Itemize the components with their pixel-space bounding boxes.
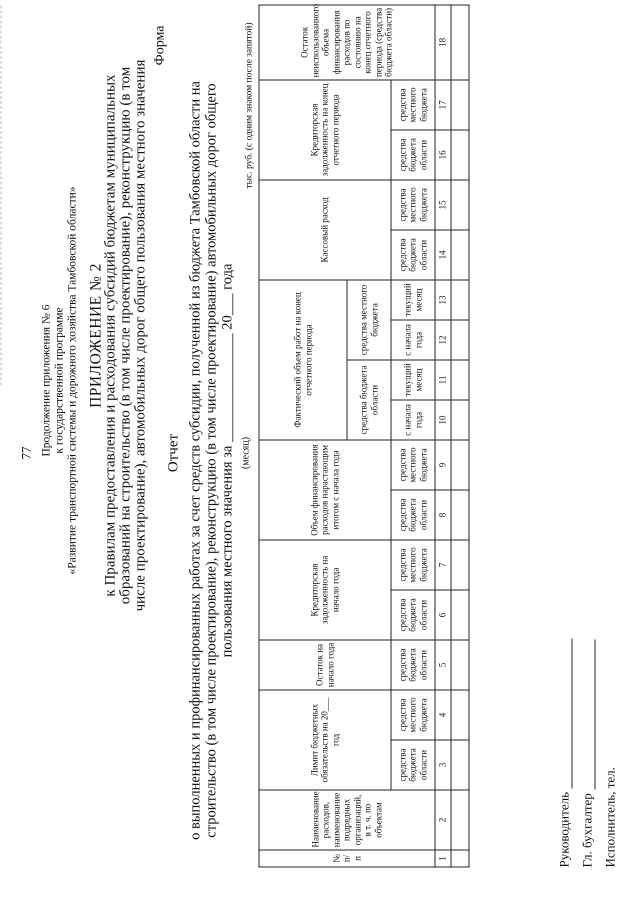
col-number: 8: [435, 489, 451, 539]
table-cell: [451, 439, 469, 489]
column-number-row: [435, 4, 451, 866]
table-cell: [451, 689, 469, 739]
signature-head-line: [571, 638, 572, 788]
continuation-note: [40, 150, 79, 610]
header-name: Наименование расходов, наименование подрядных организаций, в т. ч. по объектам: [259, 790, 435, 850]
table-cell: [451, 589, 469, 639]
sub-limit-local: средства местного бюджета: [391, 689, 435, 739]
header-credit-start: Кредиторская задолженность на начало года: [259, 539, 391, 639]
table-cell: [451, 229, 469, 279]
sub-cash-region: средства бюджета области: [391, 229, 435, 279]
col-number: 15: [435, 179, 451, 229]
signature-accountant-label: Гл. бухгалтер: [579, 792, 594, 867]
col-number: 13: [435, 279, 451, 319]
appendix-title: ПРИЛОЖЕНИЕ № 2: [87, 262, 104, 408]
col-number: 17: [435, 79, 451, 129]
sub-finance-local: средства местного бюджета: [391, 439, 435, 489]
col-number: 4: [435, 689, 451, 739]
col-number: 7: [435, 539, 451, 589]
col-number: 18: [435, 4, 451, 79]
col-number: 3: [435, 740, 451, 790]
table-cell: [451, 539, 469, 589]
sub-finance-region: средства бюджета области: [391, 489, 435, 539]
sub-cash-local: средства местного бюджета: [391, 179, 435, 229]
page-number: 77: [18, 446, 33, 459]
table-cell: [451, 79, 469, 129]
sub-rest-start-region: средства бюджета области: [391, 639, 435, 689]
header-limit: Лимит бюджетных обязательств на 20___ год: [259, 689, 391, 789]
col-number: 16: [435, 129, 451, 179]
header-cash: Кассовый расход: [259, 179, 391, 279]
sub-actual-region-month: текущий месяц: [391, 359, 435, 399]
report-heading-line-3: пользования местного значения за _______________ 20___ года: [219, 263, 235, 657]
sub-credit-end-local: средства местного бюджета: [391, 79, 435, 129]
table-cell: [451, 4, 469, 79]
units-caption: тыс. руб. (с одним знаком после запятой): [244, 22, 254, 189]
table-cell: [451, 399, 469, 439]
report-heading: [187, 65, 235, 855]
col-number: 1: [435, 850, 451, 867]
signature-head: [556, 638, 572, 867]
signature-executor: [602, 767, 618, 867]
table-cell: [451, 279, 469, 319]
header-credit-end: Кредиторская задолженность на конец отчетного периода: [259, 79, 391, 179]
month-caption: (месяц): [240, 436, 251, 469]
table-cell: [451, 129, 469, 179]
table-cell: [451, 319, 469, 359]
table-cell: [451, 489, 469, 539]
header-num: № п/п: [259, 850, 435, 867]
table-cell: [451, 179, 469, 229]
col-number: 2: [435, 790, 451, 850]
sub-actual-local-month: текущий месяц: [391, 279, 435, 319]
col-number: 9: [435, 439, 451, 489]
header-finance: Объем финансирования расходов нарастающим итогом с начала года: [259, 439, 391, 539]
col-number: 5: [435, 639, 451, 689]
continuation-line-3: «Развитие транспортной системы и дорожного хозяйства Тамбовской области»: [66, 186, 78, 574]
signature-head-label: Руководитель: [556, 791, 571, 867]
sub-credit-end-region: средства бюджета области: [391, 129, 435, 179]
continuation-line-2: к государственной программе: [53, 306, 65, 454]
sub-actual-region-start: с начала года: [391, 399, 435, 439]
sub-credit-start-local: средства местного бюджета: [391, 539, 435, 589]
signature-accountant-line: [594, 639, 595, 789]
header-rest-end: Остаток неиспользованного объема финансирования расходов по состоянию на конец отчетного периода (средства бюджета области): [259, 4, 435, 79]
scan-artifact: [0, 5, 5, 385]
sub-credit-start-region: средства бюджета области: [391, 589, 435, 639]
sub-limit-region: средства бюджета области: [391, 740, 435, 790]
col-number: 11: [435, 359, 451, 399]
col-number: 14: [435, 229, 451, 279]
col-number: 10: [435, 399, 451, 439]
header-rest-start: Остаток на начало года: [259, 639, 391, 689]
header-actual-region: средства бюджета области: [347, 359, 391, 439]
form-label: Форма: [152, 25, 167, 65]
header-actual-local: средства местного бюджета: [347, 279, 391, 359]
table-cell: [451, 790, 469, 850]
appendix-subtitle: к Правилам предоставления и расходования субсидий бюджетам муниципальных образований на строительство (в том числе проектирование), реконструкцию (в том числе проектирование), автомобильных дорог общего пользования местного значения: [102, 59, 148, 611]
signature-executor-label: Исполнитель, тел.: [602, 766, 617, 867]
table-cell: [451, 740, 469, 790]
header-actual: Фактический объем работ на конец отчетного периода: [259, 279, 347, 439]
report-heading-line-2: строительство (в том числе проектирование), реконструкцию (в том числе проектирование) автомобильных дорог общего: [203, 82, 219, 838]
table-cell: [451, 359, 469, 399]
col-number: 12: [435, 319, 451, 359]
report-heading-line-1: о выполненных и профинансированных работах за счет средств субсидии, полученной из бюджета Тамбовской области на: [187, 80, 203, 840]
continuation-line-1: Продолжение приложения № 6: [40, 303, 52, 457]
report-table: [258, 4, 469, 867]
sub-actual-local-start: с начала года: [391, 319, 435, 359]
col-number: 6: [435, 589, 451, 639]
table-cell: [451, 850, 469, 867]
report-title: Отчет: [165, 433, 181, 472]
appendix-block: [88, 55, 148, 615]
signature-accountant: [579, 639, 595, 867]
table-row: [451, 4, 469, 866]
table-cell: [451, 639, 469, 689]
